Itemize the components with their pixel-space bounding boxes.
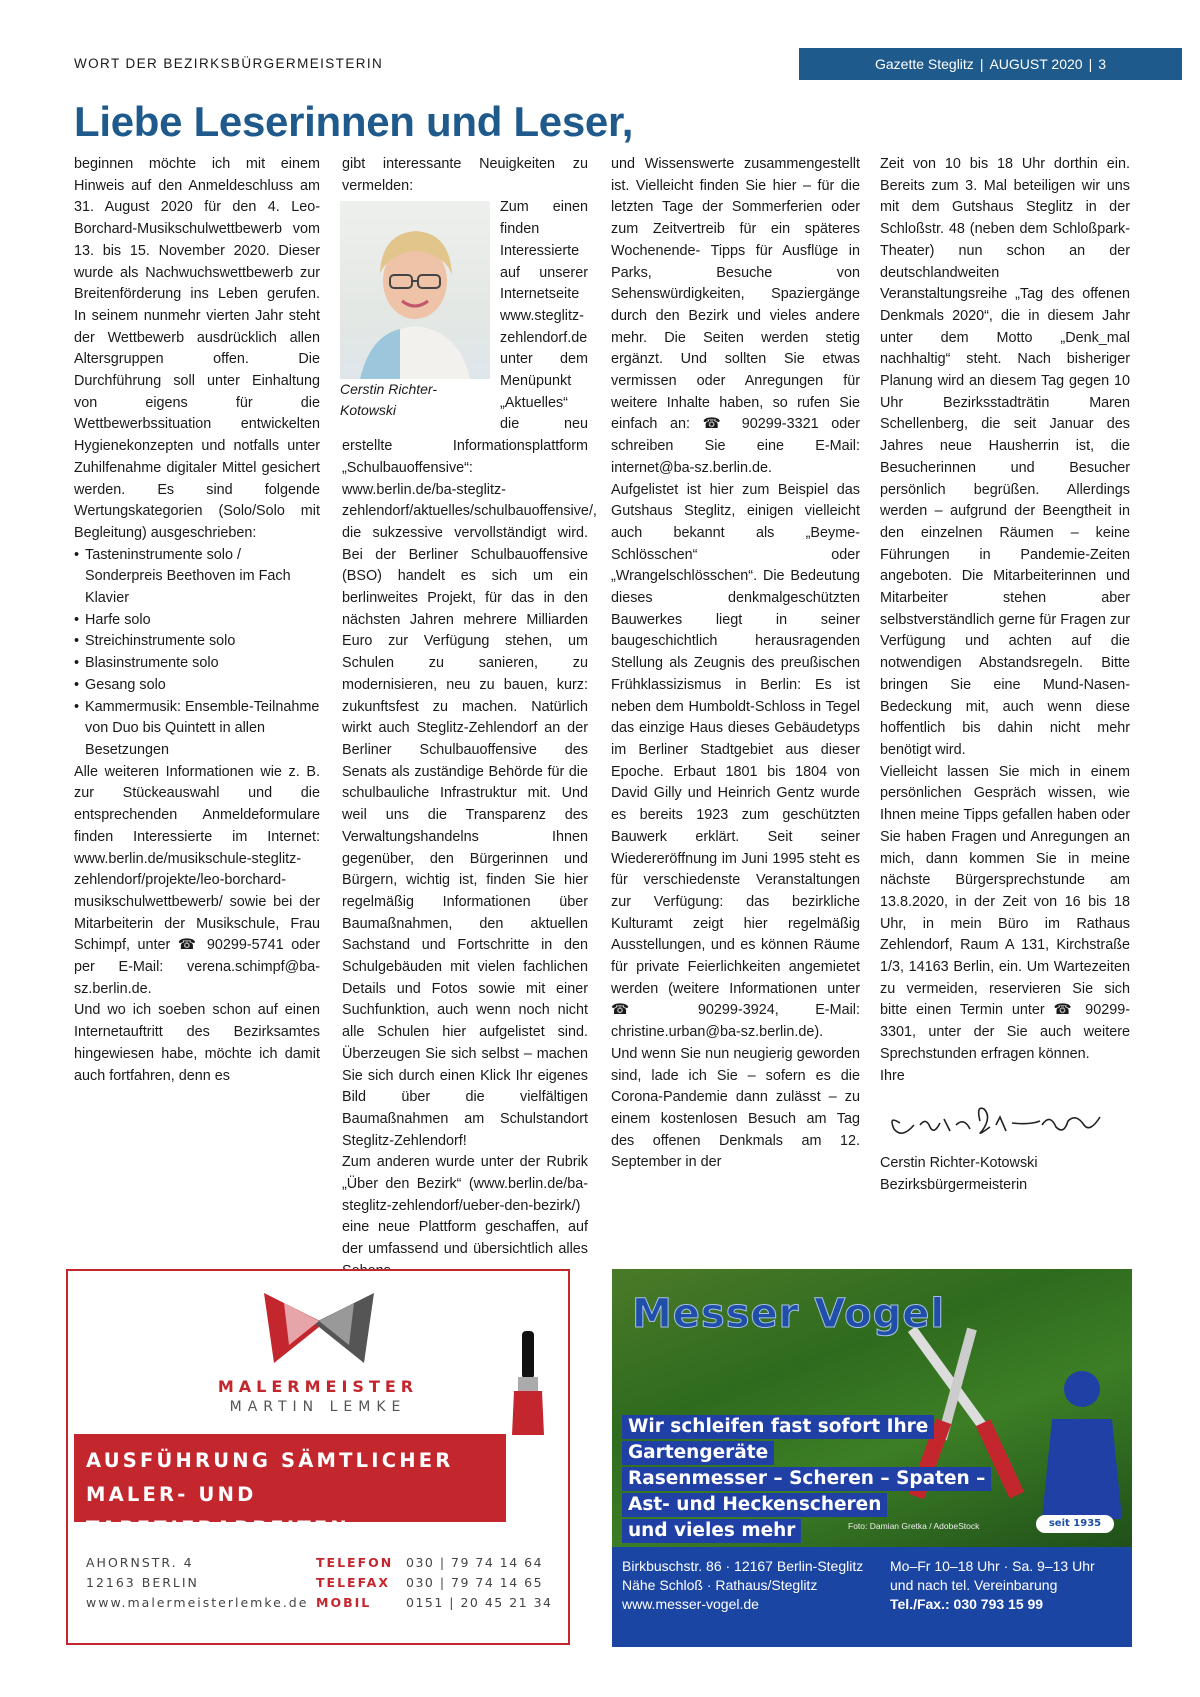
address-line: 12163 BERLIN: [86, 1575, 199, 1590]
page-number: 3: [1098, 56, 1107, 72]
article-paragraph: gibt interessante Neuigkeiten zu vermelden:: [342, 156, 588, 194]
photo-credit: Foto: Damian Gretka / AdobeStock: [848, 1521, 980, 1531]
paintbrush-icon: [498, 1331, 558, 1441]
lemke-contact: [316, 1553, 553, 1613]
vogel-address: Birkbuschstr. 86 · 12167 Berlin-Steglitz: [622, 1558, 864, 1574]
category-item: • Tasteninstrumente solo / Sonderpreis Beethoven im Fach Klavier: [74, 545, 320, 610]
vogel-website: www.messer-vogel.de: [622, 1596, 759, 1612]
category-item: • Blasinstrumente solo: [74, 653, 320, 675]
vogel-title: Messer Vogel: [632, 1291, 946, 1337]
category-item: • Streichinstrumente solo: [74, 631, 320, 653]
article-column-4: [880, 154, 1130, 1197]
article-paragraph: Zum anderen wurde unter der Rubrik „Über den Bezirk“ (www.berlin.de/ba-steglitz-zehlendorf/ueber-den-bezirk/) eine neue Plattform geschaffen, auf der umfassend und übersichtlich alles: [342, 1154, 588, 1258]
telefax-value: 030 | 79 74 14 65: [406, 1575, 544, 1590]
article-column-1: [74, 154, 320, 1087]
article-paragraph: Und wo ich soeben schon auf einen Internetauftritt des Bezirksamtes hingewiesen habe, möchte ich damit auch fortfahren, denn es: [74, 1002, 320, 1084]
vogel-hours: Mo–Fr 10–18 Uhr · Sa. 9–13 Uhr: [890, 1558, 1095, 1574]
separator: |: [1088, 56, 1093, 72]
lemke-service-banner: [74, 1434, 506, 1540]
advertisement-messer-vogel: [612, 1269, 1132, 1647]
category-item: • Kammermusik: Ensemble-Teilnahme von Duo bis Quintett in allen Besetzungen: [74, 697, 320, 762]
banner-line: MALER- UND TAPEZIERARBEITEN: [86, 1483, 350, 1540]
vogel-address2: Nähe Schloß · Rathaus/Steglitz: [622, 1577, 818, 1593]
article-paragraph: Vielleicht lassen Sie mich in einem persönlichen Gespräch wissen, wie Ihnen meine Tipps gefallen haben oder Sie haben Fragen und Anregungen an mich, dann kommen Sie in meine nächste Bürgersprechstunde am 13.8.2020, in der Zeit von 16 bis 18 Uhr, in mein Büro im Rathaus Zehlendorf, Raum A 131, Kirchstraße 1/3, 14163 Berlin, ein. Um Wartezeiten zu vermeiden, reservieren Sie sich bitte einen Termin unter ☎ 90299-3301, unter der Sie auch weitere Sprechstunden erfragen können.: [880, 763, 1130, 1062]
lemke-website: www.malermeisterlemke.de: [86, 1595, 309, 1610]
contact-row: [316, 1573, 553, 1593]
slogan-line: Wir schleifen fast sofort Ihre: [622, 1415, 934, 1439]
vogel-phone: Tel./Fax.: 030 793 15 99: [890, 1596, 1044, 1612]
category-item: • Harfe solo: [74, 610, 320, 632]
article-paragraph: Aufgelistet ist hier zum Beispiel das Gutshaus Steglitz, einigen vielleicht auch bekannt als „Beyme-Schlösschen“ oder „Wrangelschlösschen“. Die Bedeutung dieses denkmalgeschützten Bauwerkes liegt in seiner baugeschichtlich herausragenden Stellung als Zeugnis des preußischen Frühklassizismus in Berlin: Es ist neben dem Humboldt-Schloss in Tegel das einzige Haus dieses Gebäudetyps im Berliner Stadtgebiet aus dieser Epoche. Erbaut 1801 bis 1804 von David Gilly und Heinrich Gentz wurde es bereits 1923 zum geschützten Bauwerk erklärt. Seit seiner Wiedereröffnung im Juni 1995 steht es für verschiedenste Veranstaltungen zur Verfügung: das bezirkliche Kulturamt zeigt hier regelmäßig Ausstellungen, und es können Räume für private Feierlichkeiten angemietet werden (weitere Informationen unter ☎ 90299-3924, E-Mail: christine.urban@ba-sz.berlin.de).: [611, 481, 860, 1041]
article-headline: Liebe Leserinnen und Leser,: [74, 98, 634, 145]
slogan-line: und vieles mehr: [622, 1519, 801, 1543]
vogel-info-bar: [612, 1547, 1132, 1647]
portrait-photo: [340, 201, 490, 379]
lemke-name-line1: MALERMEISTER: [217, 1377, 419, 1396]
article-paragraph: Zum einen finden Interessierte auf unserer Internetseite www.steglitz-zehlendorf.de unter dem Menüpunkt „Aktuelles“ die neu erstellte Informationsplattform „Schulbauoffensive“: www.berlin.de/ba-steglitz-zehlendorf/aktuelles/schulbauoffensive/, die sukzessive vervollständigt wird. Bei der Berliner Schulbauoffensive (BSO) handelt es sich um ein berlinweites Projekt, für das in den nächsten Jahren mehrere Milliarden Euro zur Verfügung stehen, um Schulen zu sanieren, zu modernisieren, neu zu bauen, kurz: zukunftsfest zu machen. Natürlich wirkt auch Steglitz-Zehlendorf an der Berliner Schulbauoffensive des Senats als zuständige Behörde für die schulbauliche Infrastruktur mit. Und weil uns die Transparenz des Verwaltungshandelns Ihnen gegenüber, den Bürgerinnen und Bürgern, wichtig ist, finden Sie hier regelmäßig Informationen über Baumaßnahmen, den aktuellen Sachstand und Fortschritte in den Schulgebäuden mit vielen fachlichen Details und Fotos sowie mit einer Suchfunktion, auch wenn noch nicht alle Schulen hier aufgelistet sind. Überzeugen Sie sich selbst – machen Sie sich durch einen Klick Ihr eigenes Bild über die vielfältigen Baumaßnahmen am Schulstandort Steglitz-Zehlendorf!: [342, 199, 597, 1149]
signer-title: Bezirksbürgermeisterin: [880, 1176, 1028, 1193]
telefax-label: TELEFAX: [316, 1575, 390, 1590]
vogel-hours-block: [890, 1557, 1126, 1614]
banner-line: AUSFÜHRUNG SÄMTLICHER: [86, 1449, 454, 1472]
issue-date: AUGUST 2020: [989, 56, 1083, 72]
mobil-value: 0151 | 20 45 21 34: [406, 1595, 553, 1610]
handwritten-signature: [880, 1095, 1130, 1147]
signer-name: Cerstin Richter-Kotowski: [880, 1155, 1038, 1172]
lemke-name-line2: MARTIN LEMKE: [229, 1399, 407, 1415]
article-paragraph: Zeit von 10 bis 18 Uhr dorthin ein. Bereits zum 3. Mal beteiligen wir uns mit dem Gutshaus Steglitz in der Schloßstr. 48 (neben dem Schloßpark-Theater) nun schon an der deutschlandweiten Veranstaltungsreihe „Tag des offenen Denkmals 2020“, die in diesem Jahr unter dem Motto „Denk_mal nachhaltig“ steht. Nach bisheriger Planung wird an diesem Tag gegen 10 Uhr Bezirksstadträtin Maren Schellenberg, die seit Januar des Jahres neue Hausherrin ist, die Besucherinnen und Besucher persönlich begrüßen. Allerdings werden – aufgrund der Beengtheit in den einzelnen Räumen – keine Führungen in Pandemie-Zeiten angeboten. Die Mitarbeiterinnen und Mitarbeiter stehen aber selbstverständlich gerne für Fragen zur Verfügung und achten auf die notwendigen Abstandsregeln. Bitte bringen Sie eine Mund-Nasen-Bedeckung mit, auch wenn diese hoffentlich bis dahin nicht mehr benötigt wird.: [880, 156, 1130, 758]
article-paragraph: Und wenn Sie nun neugierig geworden sind, lade ich Sie – sofern es die Corona-Pandemie dann zulässt – zu einem kostenlosen Besuch am Tag des offenen Denkmals am 12. September in der: [611, 1045, 860, 1171]
article-column-3: [611, 154, 860, 1174]
contact-row: [316, 1593, 553, 1613]
lemke-logo-icon: [254, 1283, 384, 1373]
seit-badge: seit 1935: [1036, 1515, 1114, 1533]
slogan-line: Gartengeräte: [622, 1441, 774, 1465]
advertisement-malermeister-lemke: [66, 1269, 570, 1645]
page-header: [0, 0, 1200, 90]
slogan-line: Ast- und Heckenscheren: [622, 1493, 887, 1517]
closing-word: Ihre: [880, 1067, 905, 1084]
article-paragraph: und Wissenswerte zusammengestellt ist. Vielleicht finden Sie hier – für die letzten Tage der Sommerferien oder zum Zeitvertreib für ein späteres Wochenende- Tipps für Ausflüge in Parks, Besuche von Sehenswürdigkeiten, Spaziergänge durch den Bezirk und vieles andere mehr. Die Seiten werden stetig ergänzt. Und sollten Sie etwas vermissen oder Anregungen für weitere Inhalte haben, so rufen Sie einfach an: ☎ 90299-3321 oder schreiben Sie eine E-Mail: internet@ba-sz.berlin.de.: [611, 156, 860, 476]
portrait-caption: [340, 379, 490, 421]
address-line: AHORNSTR. 4: [86, 1555, 194, 1570]
portrait-illustration: [340, 201, 490, 379]
lemke-address: [86, 1553, 308, 1613]
caption-line: Kotowski: [340, 402, 397, 419]
magazine-tab: [799, 48, 1182, 80]
separator: |: [979, 56, 984, 72]
category-list: [74, 545, 320, 762]
caption-line: Cerstin Richter-: [340, 381, 437, 398]
telefon-value: 030 | 79 74 14 64: [406, 1555, 544, 1570]
article-column-2: [340, 154, 597, 1283]
category-item: • Gesang solo: [74, 675, 320, 697]
mobil-label: MOBIL: [316, 1595, 372, 1610]
section-label: WORT DER BEZIRKSBÜRGERMEISTERIN: [74, 56, 384, 71]
vogel-address-block: [622, 1557, 882, 1614]
magazine-name: Gazette Steglitz: [874, 56, 974, 72]
vogel-hours-note: und nach tel. Vereinbarung: [890, 1577, 1058, 1593]
telefon-label: TELEFON: [316, 1555, 394, 1570]
contact-row: [316, 1553, 553, 1573]
article-paragraph: beginnen möchte ich mit einem Hinweis auf den Anmeldeschluss am 31. August 2020 für den 4. Leo-Borchard-Musikschulwettbewerb vom 13. bis 15. November 2020. Dieser wurde als Nachwuchswettbewerb zur Breitenförderung ins Leben gerufen. In seinem nunmehr vierten Jahr steht der Wettbewerb ausdrücklich allen Altersgruppen offen. Die Durchführung soll unter Einhaltung von eigens für die Wettbewerbssituation entwickelten Hygienekonzepten und notfalls unter Zuhilfenahme digitaler Mittel gesichert werden. Es sind folgende Wertungskategorien (Solo/Solo mit Begleitung) ausgeschrieben:: [74, 156, 320, 541]
portrait: [340, 201, 490, 421]
article-paragraph: Alle weiteren Informationen wie z. B. zur Stückeauswahl und die entsprechenden Anmeldeformulare finden Interessierte im Internet: www.berlin.de/musikschule-steglitz-zehlendorf/projekte/leo-borchard-musikschulwettbewerb/ sowie bei der Mitarbeiterin der Musikschule, Frau Schimpf, unter ☎ 90299-5741 oder per E-Mail: verena.schimpf@ba-sz.berlin.de.: [74, 763, 320, 997]
slogan-line: Rasenmesser – Scheren – Spaten –: [622, 1467, 991, 1491]
